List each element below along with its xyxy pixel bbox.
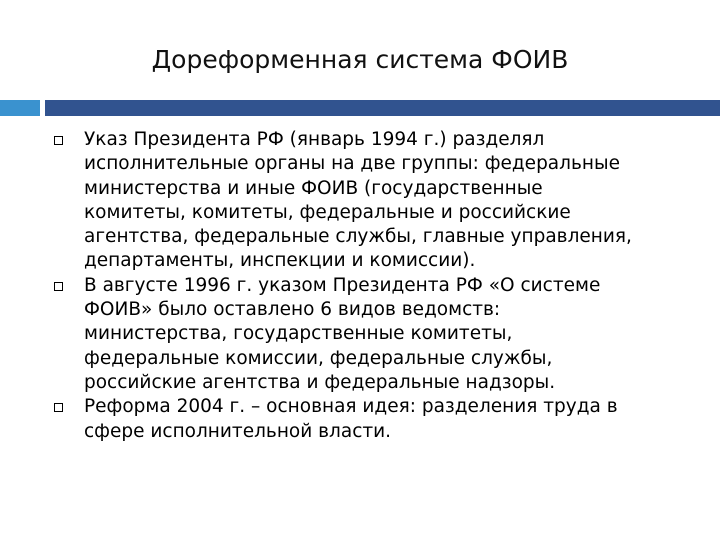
divider-bar [45,100,720,116]
bullet-list [52,128,712,444]
bullet-line: министерства, государственные комитеты, [84,323,513,345]
divider-accent-block [0,100,40,116]
bullet-line: исполнительные органы на две группы: федеральные [84,153,620,175]
square-bullet-icon [54,282,63,291]
bullet-line: федеральные комиссии, федеральные службы, [84,347,553,369]
bullet-line: В августе 1996 г. указом Президента РФ «О системе [84,274,601,296]
bullet-item-1 [52,128,712,274]
bullet-line: Реформа 2004 г. – основная идея: разделения труда в [84,396,618,418]
bullet-line: ФОИВ» было оставлено 6 видов ведомств: [84,299,501,321]
bullet-line: агентства, федеральные службы, главные управления, [84,226,632,248]
slide-title: Дореформенная система ФОИВ [151,45,569,74]
square-bullet-icon [54,136,63,145]
bullet-item-3 [52,395,712,444]
bullet-line: департаменты, инспекции и комиссии). [84,250,476,272]
bullet-line: российские агентства и федеральные надзоры. [84,371,556,393]
bullet-line: сфере исполнительной власти. [84,420,392,442]
bullet-line: министерства и иные ФОИВ (государственные [84,177,543,199]
title-divider [0,100,720,116]
bullet-line: Указ Президента РФ (январь 1994 г.) разделял [84,129,545,150]
bullet-item-2 [52,274,712,395]
bullet-line: комитеты, комитеты, федеральные и российские [84,201,571,223]
square-bullet-icon [54,403,63,412]
